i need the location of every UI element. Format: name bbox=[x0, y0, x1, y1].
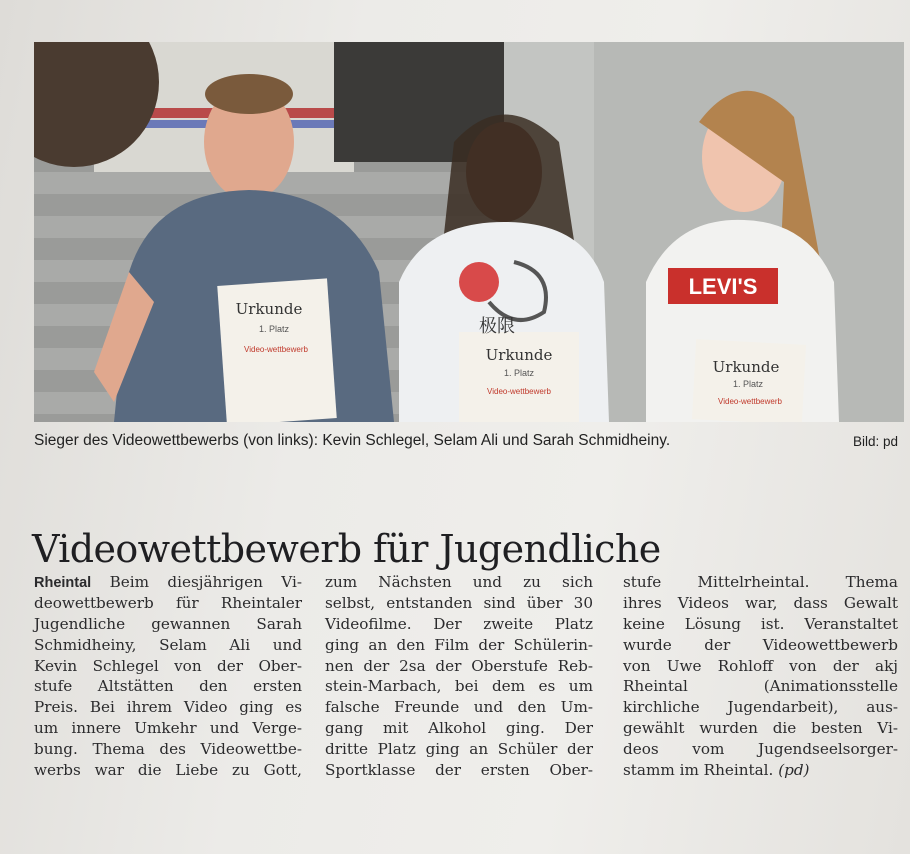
article-line: nen der 2sa der Oberstufe Reb- bbox=[325, 656, 593, 675]
svg-text:Video-wettbewerb: Video-wettbewerb bbox=[718, 397, 782, 406]
article-line: Jugendliche gewannen Sarah bbox=[34, 614, 302, 633]
article-line: werbs war die Liebe zu Gott, bbox=[34, 761, 302, 780]
article-line: um innere Umkehr und Verge- bbox=[34, 719, 302, 738]
certificate-right bbox=[692, 339, 806, 422]
dateline: Rheintal bbox=[34, 575, 92, 591]
svg-text:Video-wettbewerb: Video-wettbewerb bbox=[487, 387, 551, 396]
article-line: ging an den Film der Schülerin- bbox=[325, 635, 593, 654]
article-line: gewählt wurden die besten Vi- bbox=[623, 719, 898, 738]
article-headline: Videowettbewerb für Jugendliche bbox=[32, 527, 661, 572]
article-line: selbst, entstanden sind über 30 bbox=[325, 593, 593, 612]
article-line: stamm im Rheintal. (pd) bbox=[623, 761, 810, 780]
article-line: zum Nächsten und zu sich bbox=[325, 573, 593, 591]
svg-text:1. Platz: 1. Platz bbox=[258, 324, 290, 334]
article-line: gang mit Alkohol ging. Der bbox=[325, 719, 593, 738]
article-line: stufe Mittelrheintal. Thema bbox=[623, 573, 898, 591]
article-line: Schmidheiny, Selam Ali und bbox=[34, 635, 302, 654]
article-line: deowettbewerb für Rheintaler bbox=[34, 593, 302, 612]
article-line: keine Lösung ist. Veranstaltet bbox=[623, 614, 898, 633]
svg-text:Urkunde: Urkunde bbox=[235, 300, 303, 318]
svg-text:Urkunde: Urkunde bbox=[485, 346, 553, 364]
article-line: Sportklasse der ersten Ober- bbox=[325, 761, 593, 780]
photo-caption bbox=[34, 432, 904, 456]
shirt-logo-text: LEVI'S bbox=[688, 274, 758, 299]
article-line: bung. Thema des Videowettbe- bbox=[34, 740, 302, 759]
article-line: Preis. Bei ihrem Video ging es bbox=[34, 698, 302, 717]
article-column-2 bbox=[325, 572, 593, 781]
author-signature: (pd) bbox=[778, 761, 810, 780]
article-line: von Uwe Rohloff von der akj bbox=[623, 656, 898, 675]
article-column-1 bbox=[34, 572, 302, 781]
article-column-3 bbox=[623, 572, 898, 781]
svg-text:Urkunde: Urkunde bbox=[712, 358, 780, 376]
photo-credit: Bild: pd bbox=[852, 434, 898, 449]
shirt-glyphs: 极限 bbox=[479, 316, 515, 337]
article-line: Rheintal Beim diesjährigen Vi- bbox=[34, 573, 302, 591]
article-line: ihres Videos war, dass Gewalt bbox=[623, 593, 898, 612]
article-line: falsche Freunde und den Um- bbox=[325, 698, 593, 717]
article-line: kirchliche Jugendarbeit), aus- bbox=[623, 698, 898, 717]
certificate-left bbox=[217, 278, 336, 422]
svg-text:1. Platz: 1. Platz bbox=[503, 368, 535, 378]
article-line: stein-Marbach, bei dem es um bbox=[325, 677, 593, 696]
article-line: wurde der Videowettbewerb bbox=[623, 635, 898, 654]
certificate-middle bbox=[459, 332, 579, 422]
article-line: Rheintal (Animationsstelle bbox=[623, 677, 898, 696]
article-photo bbox=[34, 42, 904, 422]
article-line: stufe Altstätten den ersten bbox=[34, 677, 302, 696]
caption-text: Sieger des Videowettbewerbs (von links): Kevin Schlegel, Selam Ali und Sarah Schmidheiny. bbox=[34, 432, 671, 449]
article-line: dritte Platz ging an Schüler der bbox=[325, 740, 593, 759]
svg-text:Video-wettbewerb: Video-wettbewerb bbox=[244, 345, 308, 354]
article-line: deos vom Jugendseelsorger- bbox=[623, 740, 898, 759]
article-line: Kevin Schlegel von der Ober- bbox=[34, 656, 302, 675]
svg-text:1. Platz: 1. Platz bbox=[732, 379, 764, 389]
article-line: Videofilme. Der zweite Platz bbox=[325, 614, 593, 633]
